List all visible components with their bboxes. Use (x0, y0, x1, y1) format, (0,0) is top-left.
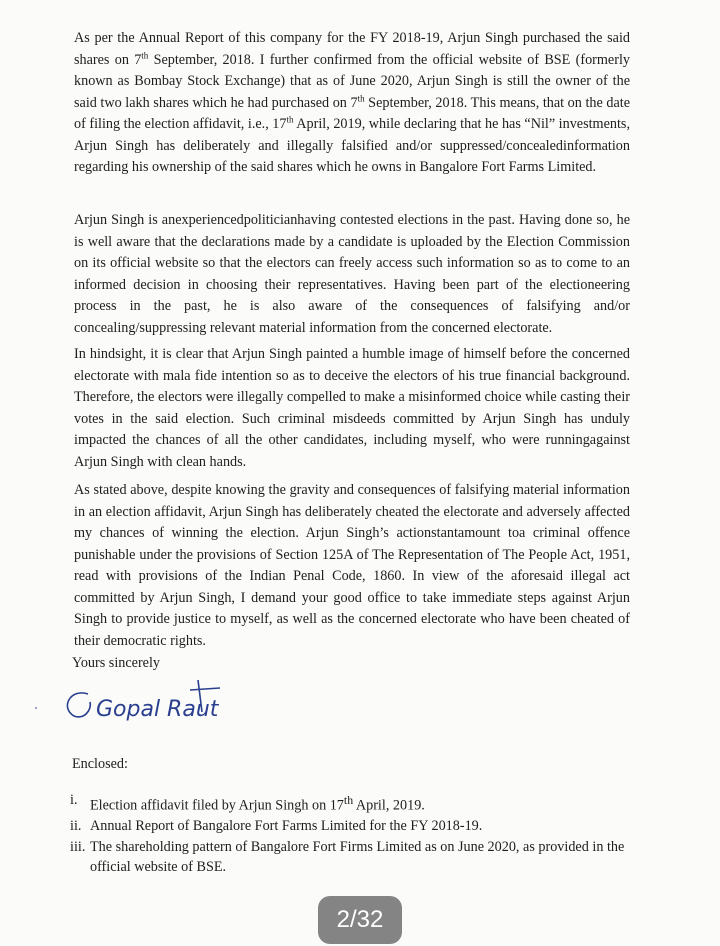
signature-text: Gopal Raut (96, 697, 219, 722)
paragraph-4 (74, 480, 630, 652)
paragraph-text: April, 2019, while declaring that he has “Nil” investments, Arjun Singh has deliberately and illegally falsified and/or suppressed/concealedinformation regarding his ownership of the said shares which he owns in Bangalore Fort Farms Limited. (74, 116, 630, 175)
signature (30, 660, 290, 740)
enclosure-text: The shareholding pattern of Bangalore Fort Firms Limited as on June 2020, as provided in the official website of BSE. (90, 838, 625, 876)
enclosure-text: Election affidavit filed by Arjun Singh on 17 (90, 797, 344, 814)
enclosure-item (70, 837, 630, 878)
enclosure-text: Annual Report of Bangalore Fort Farms Limited for the FY 2018-19. (90, 818, 483, 835)
paragraph-1 (74, 28, 630, 179)
paragraph-text: As stated above, despite knowing the gravity and consequences of falsifying material information in an election affidavit, Arjun Singh has deliberately cheated the electorate and adversely affected my chances of winning the election. Arjun Singh’s actionstantamount toa criminal offence punishable under the provisions of Section 125A of The Representation of The People Act, 1951, read with provisions of the Indian Penal Code, 1860. In view of the aforesaid illegal act committed by Arjun Singh, I demand your good office to take immediate steps against Arjun Singh to provide justice to myself, as well as the concerned electorate who have been cheated of their democratic rights. (74, 482, 630, 649)
paragraph-text: As per the Annual Report of this company for the FY 2018-19, Arjun Singh purchased the said shares on 7 (74, 30, 630, 68)
paragraph-superscript: th (357, 92, 365, 103)
closing-text: Yours sincerely (72, 655, 161, 671)
enclosure-list (70, 790, 630, 878)
enclosure-superscript: th (343, 793, 354, 807)
enclosure-text (90, 816, 630, 837)
enclosure-text (90, 790, 630, 816)
paragraph-2 (74, 210, 630, 339)
paragraph-text: In hindsight, it is clear that Arjun Singh painted a humble image of himself before the concerned electorate with mala fide intention so as to deceive the electors of his true financial background. Therefore, the electors were illegally compelled to make a misinformed choice while casting their votes in the said election. Such criminal misdeeds committed by Arjun Singh has unduly impacted the chances of all the other candidates, including myself, who were runningagainst Arjun Singh with clean hands. (74, 346, 630, 470)
enclosure-number: iii. (70, 838, 86, 855)
enclosure-number: i. (70, 792, 78, 808)
paragraph-3 (74, 344, 630, 473)
paragraph-superscript: th (286, 114, 294, 125)
paragraph-text: September, 2018. This means, that on the date of filing the election affidavit, i.e., 17 (74, 94, 630, 132)
enclosed-label: Enclosed: (72, 756, 128, 772)
enclosure-item (70, 816, 630, 837)
enclosure-number: ii. (70, 818, 82, 835)
paragraph-text: September, 2018. I further confirmed from the official website of BSE (formerly known as Bombay Stock Exchange) that as of June 2020, Arjun Singh is still the owner of the said two lakh shares which he had purchased on 7 (74, 51, 630, 111)
enclosure-item (70, 790, 630, 816)
paragraph-superscript: th (141, 49, 149, 60)
enclosure-text: April, 2019. (353, 797, 425, 814)
paragraph-text: Arjun Singh is anexperiencedpoliticianhaving contested elections in the past. Having done so, he is well aware that the declarations made by a candidate is uploaded by the Election Commission on its official website so that the electors can freely access such information so as to come to an informed decision in choosing their representatives. Having been part of the electioneering process in the past, he is also aware of the consequences of falsifying and/or concealing/suppressing relevant material information from the concerned electorate. (74, 212, 630, 336)
enclosure-text (90, 837, 630, 878)
page-indicator: 2/32 (318, 896, 402, 944)
